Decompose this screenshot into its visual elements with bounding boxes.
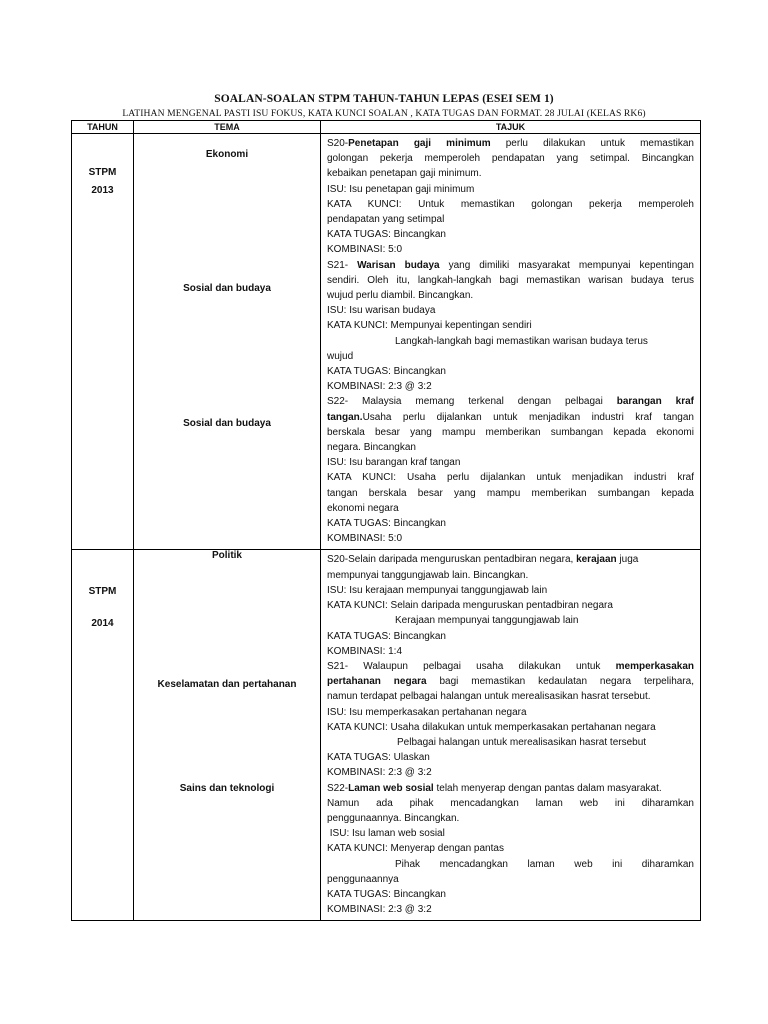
document-subtitle: LATIHAN MENGENAL PASTI ISU FOKUS, KATA KUNCI SOALAN , KATA TUGAS DAN FORMAT. 28 JULAI (KELAS RK6) [122,108,646,119]
question-line: penggunaannya. Bincangkan. [327,812,460,824]
tahun-label: STPM [88,586,117,598]
table-header-row [72,121,701,134]
tajuk-cell [321,134,701,550]
kata-kunci-line: KATA KUNCI: Usaha perlu dijalankan untuk menjadikan industri kraf [327,472,694,484]
kata-kunci-line: pendapatan yang setimpal [327,214,445,226]
isu-line: ISU: Isu penetapan gaji minimum [327,183,475,195]
table-row [72,134,701,550]
kata-tugas-line: KATA TUGAS: Bincangkan [327,888,446,900]
question-line: pertahanan negara bagi memastikan kedaulatan negara terpelihara, [327,676,694,688]
kata-kunci-line: Pihak mencadangkan laman web ini diharamkan [395,858,694,870]
isu-line: ISU: Isu kerajaan mempunyai tanggungjawab lain [327,584,548,596]
tajuk-cell [321,550,701,921]
kata-tugas-line: KATA TUGAS: Ulaskan [327,752,430,764]
document-title: SOALAN-SOALAN STPM TAHUN-TAHUN LEPAS (ESEI SEM 1) [214,93,554,105]
tema-sosial-budaya-1: Sosial dan budaya [183,283,271,294]
isu-line: ISU: Isu barangan kraf tangan [327,457,461,469]
tahun-cell [72,550,134,921]
kata-tugas-line: KATA TUGAS: Bincangkan [327,229,446,241]
question-line: S22- Malaysia memang terkenal dengan pelbagai barangan kraf [327,396,694,408]
header-tema: TEMA [134,121,321,134]
kata-kunci-line: Langkah-langkah bagi memastikan warisan budaya terus [395,335,648,347]
question-line: S21- Walaupun pelbagai usaha dilakukan untuk memperkasakan [327,660,694,672]
kata-tugas-line: KATA TUGAS: Bincangkan [327,630,446,642]
kombinasi-line: KOMBINASI: 2:3 @ 3:2 [327,767,432,779]
kata-tugas-line: KATA TUGAS: Bincangkan [327,366,446,378]
tema-keselamatan-pertahanan: Keselamatan dan pertahanan [157,679,297,691]
header-tahun: TAHUN [72,121,134,134]
kombinasi-line: KOMBINASI: 2:3 @ 3:2 [327,381,432,393]
question-line: S22-Laman web sosial telah menyerap dengan pantas dalam masyarakat. [327,782,662,794]
tema-cell [134,134,321,550]
header-tajuk: TAJUK [321,121,701,134]
isu-line: ISU: Isu memperkasakan pertahanan negara [327,706,527,718]
question-line: sendiri. Oleh itu, langkah-langkah bagi memastikan warisan budaya terus [327,274,694,286]
kombinasi-line: KOMBINASI: 5:0 [327,244,403,256]
kata-kunci-line: KATA KUNCI: Selain daripada menguruskan pentadbiran negara [327,600,613,612]
question-line: Namun ada pihak mencadangkan laman web ini diharamkan [327,797,694,809]
tema-ekonomi: Ekonomi [205,149,249,160]
tema-politik: Politik [211,550,242,562]
kata-kunci-line: KATA KUNCI: Usaha dilakukan untuk memperkasakan pertahanan negara [327,721,656,733]
questions-table [71,120,701,921]
kata-kunci-line: KATA KUNCI: Untuk memastikan golongan pekerja memperoleh [327,198,694,210]
question-line: tangan.Usaha perlu dijalankan untuk menjadikan industri kraf tangan [327,411,694,423]
kata-kunci-line: tangan berskala besar yang mampu memberikan sumbangan kepada [327,487,694,499]
kata-kunci-line: KATA KUNCI: Menyerap dengan pantas [327,843,504,855]
kata-kunci-line: penggunaannya [327,873,399,885]
tahun-cell [72,134,134,550]
question-line: S20-Selain daripada menguruskan pentadbiran negara, kerajaan juga [327,554,639,566]
question-line: mempunyai tanggungjawab lain. Bincangkan. [327,569,529,581]
question-line: S21- Warisan budaya yang dimiliki masyarakat mempunyai kepentingan [327,259,694,271]
isu-line: ISU: Isu warisan budaya [327,305,436,317]
kombinasi-line: KOMBINASI: 2:3 @ 3:2 [327,904,432,916]
question-line: wujud perlu diambil. Bincangkan. [327,290,474,302]
question-line: berskala besar yang mampu memberikan sumbangan kepada ekonomi [327,426,694,438]
kata-kunci-line: ekonomi negara [327,502,399,514]
tahun-year: 2013 [91,185,114,196]
tema-sosial-budaya-2: Sosial dan budaya [183,418,271,429]
kata-kunci-line: KATA KUNCI: Mempunyai kepentingan sendiri [327,320,532,332]
question-line: golongan pekerja memperoleh pendapatan yang setimpal. Bincangkan [327,153,694,165]
kombinasi-line: KOMBINASI: 1:4 [327,645,403,657]
kata-kunci-line: wujud [327,350,354,362]
table-row [72,550,701,921]
tahun-year: 2014 [91,618,114,630]
kata-tugas-line: KATA TUGAS: Bincangkan [327,518,446,530]
kata-kunci-line: Pelbagai halangan untuk merealisasikan hasrat tersebut [397,736,647,748]
tema-cell [134,550,321,921]
kombinasi-line: KOMBINASI: 5:0 [327,533,403,545]
tahun-label: STPM [88,167,117,178]
question-line: namun terdapat pelbagai halangan untuk merealisasikan hasrat tersebut. [327,691,651,703]
question-line: kebaikan penetapan gaji minimum. [327,168,482,180]
tema-sains-teknologi: Sains dan teknologi [179,783,275,795]
isu-line: ISU: Isu laman web sosial [327,828,445,840]
question-line: S20-Penetapan gaji minimum perlu dilakukan untuk memastikan [327,138,694,149]
kata-kunci-line: Kerajaan mempunyai tanggungjawab lain [395,615,579,627]
question-line: negara. Bincangkan [327,442,416,454]
